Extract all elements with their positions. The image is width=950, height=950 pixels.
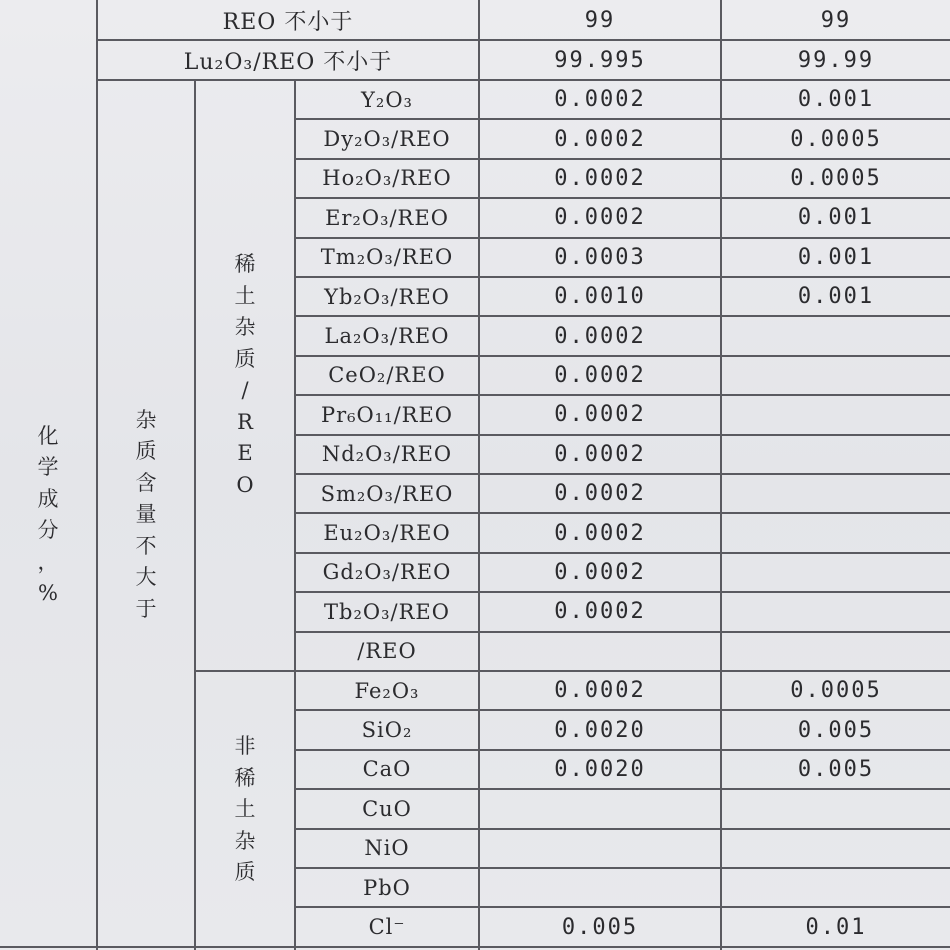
impurity-name: La₂O₃/REO	[324, 324, 450, 349]
vertical-char: 化	[37, 423, 59, 448]
grade2-value	[722, 395, 950, 434]
impurity-name: Dy₂O₃/REO	[323, 127, 451, 152]
vertical-char: 杂	[135, 407, 157, 432]
grade2-value	[722, 632, 950, 671]
grade1-value: 0.0002	[554, 481, 646, 507]
vertical-char: 分	[37, 518, 59, 542]
grade1-value: 0.0003	[554, 244, 646, 270]
vertical-char: R	[237, 409, 253, 434]
grade2-value: 0.001	[797, 284, 875, 310]
grade1-value: 0.0002	[554, 678, 646, 704]
grade2-value	[722, 435, 950, 474]
vertical-char: 质	[135, 439, 157, 464]
impurity-name: Tb₂O₃/REO	[324, 599, 450, 624]
vertical-char: 土	[234, 283, 256, 308]
vertical-char: 杂	[234, 828, 256, 853]
vertical-char: O	[236, 472, 254, 497]
grade1-value: 0.0002	[554, 165, 646, 191]
impurity-name: Yb₂O₃/REO	[324, 284, 450, 309]
vertical-char: /	[241, 378, 249, 402]
grade1-value: 0.0002	[554, 402, 646, 428]
impurity-name: CeO₂/REO	[328, 363, 446, 388]
grade2-value	[722, 474, 950, 513]
grade1-value: 0.0002	[554, 362, 646, 388]
vertical-char: 大	[135, 565, 157, 590]
impurity-name: /REO	[357, 639, 417, 664]
impurity-name: Tm₂O₃/REO	[320, 245, 454, 270]
grade1-value: 0.005	[561, 914, 639, 940]
grade2-value: 0.001	[797, 205, 875, 231]
grade1-value: 0.0002	[554, 599, 646, 625]
grade1-value: 0.0002	[554, 559, 646, 585]
vertical-char: 土	[234, 797, 256, 822]
vertical-char: 稀	[234, 765, 256, 790]
impurity-name: Nd₂O₃/REO	[321, 442, 453, 467]
grade1-value	[480, 632, 720, 671]
grade2-value	[722, 316, 950, 355]
impurity-name: Gd₂O₃/REO	[322, 560, 452, 585]
grade2-value	[722, 592, 950, 631]
reo-label: REO 不小于	[222, 9, 354, 35]
non-re-impurity-label	[196, 670, 294, 950]
grade2-value: 0.001	[797, 244, 875, 270]
vertical-char: 质	[234, 346, 256, 371]
re-impurity-label	[196, 80, 294, 670]
grade1-value: 0.0002	[554, 87, 646, 113]
impurity-name: CaO	[362, 757, 412, 782]
vertical-char: 于	[135, 596, 157, 621]
impurity-name: Y₂O₃	[361, 87, 413, 112]
grade1-value: 0.0002	[554, 205, 646, 231]
reo-value-grade2: 99	[820, 7, 852, 33]
grade2-value: 0.01	[805, 914, 867, 940]
grade2-value: 0.005	[797, 756, 875, 782]
impurity-name: Eu₂O₃/REO	[323, 521, 451, 546]
grade2-value	[722, 553, 950, 592]
vertical-char: 成	[37, 486, 59, 511]
impurity-name: Ho₂O₃/REO	[322, 166, 452, 191]
grade2-value	[722, 789, 950, 828]
grade2-value: 0.001	[797, 87, 875, 113]
grade1-value	[480, 789, 720, 828]
impurity-name: Cl⁻	[368, 915, 406, 940]
impurity-name: Sm₂O₃/REO	[320, 481, 454, 506]
impurity-name: Pr₆O₁₁/REO	[320, 402, 454, 427]
impurity-name: NiO	[364, 836, 410, 861]
vertical-char: %	[38, 581, 58, 605]
lu2o3-value-grade2: 99.99	[797, 48, 875, 73]
grade1-value	[480, 829, 720, 868]
grade2-value	[722, 356, 950, 395]
grade2-value	[722, 513, 950, 552]
vertical-char: 含	[135, 470, 157, 495]
impurity-name: Fe₂O₃	[354, 678, 420, 703]
lu2o3-label: Lu₂O₃/REO 不小于	[183, 50, 393, 75]
chemical-composition-label	[0, 80, 96, 950]
grade2-value: 0.0005	[790, 678, 882, 704]
lu2o3-value-grade1: 99.995	[554, 48, 646, 73]
grade1-value: 0.0020	[554, 756, 646, 782]
grade1-value: 0.0002	[554, 520, 646, 546]
impurity-name: CuO	[362, 796, 412, 821]
vertical-char: 杂	[234, 315, 256, 339]
grade2-value: 0.0005	[790, 126, 882, 152]
grade1-value: 0.0010	[554, 284, 646, 310]
impurity-name: SiO₂	[361, 718, 413, 743]
vertical-char: 质	[234, 860, 256, 885]
vertical-char: E	[237, 441, 253, 465]
grade2-value	[722, 829, 950, 868]
vertical-char: 非	[234, 734, 256, 759]
grade2-value: 0.005	[797, 717, 875, 743]
vertical-char: 不	[135, 533, 157, 558]
vertical-char: 稀	[234, 252, 256, 276]
grade1-value	[480, 868, 720, 907]
grade1-value: 0.0002	[554, 441, 646, 467]
vertical-char: ，	[37, 549, 59, 574]
grade1-value: 0.0002	[554, 323, 646, 349]
grade2-value: 0.0005	[790, 165, 882, 191]
impurity-content-label	[98, 80, 194, 950]
grade1-value: 0.0002	[554, 126, 646, 152]
vertical-char: 学	[37, 455, 59, 479]
reo-value-grade1: 99	[584, 7, 616, 33]
vertical-char: 量	[135, 502, 157, 527]
impurity-name: PbO	[363, 875, 411, 900]
grade2-value	[722, 868, 950, 907]
impurity-name: Er₂O₃/REO	[325, 205, 449, 230]
grade1-value: 0.0020	[554, 717, 646, 743]
